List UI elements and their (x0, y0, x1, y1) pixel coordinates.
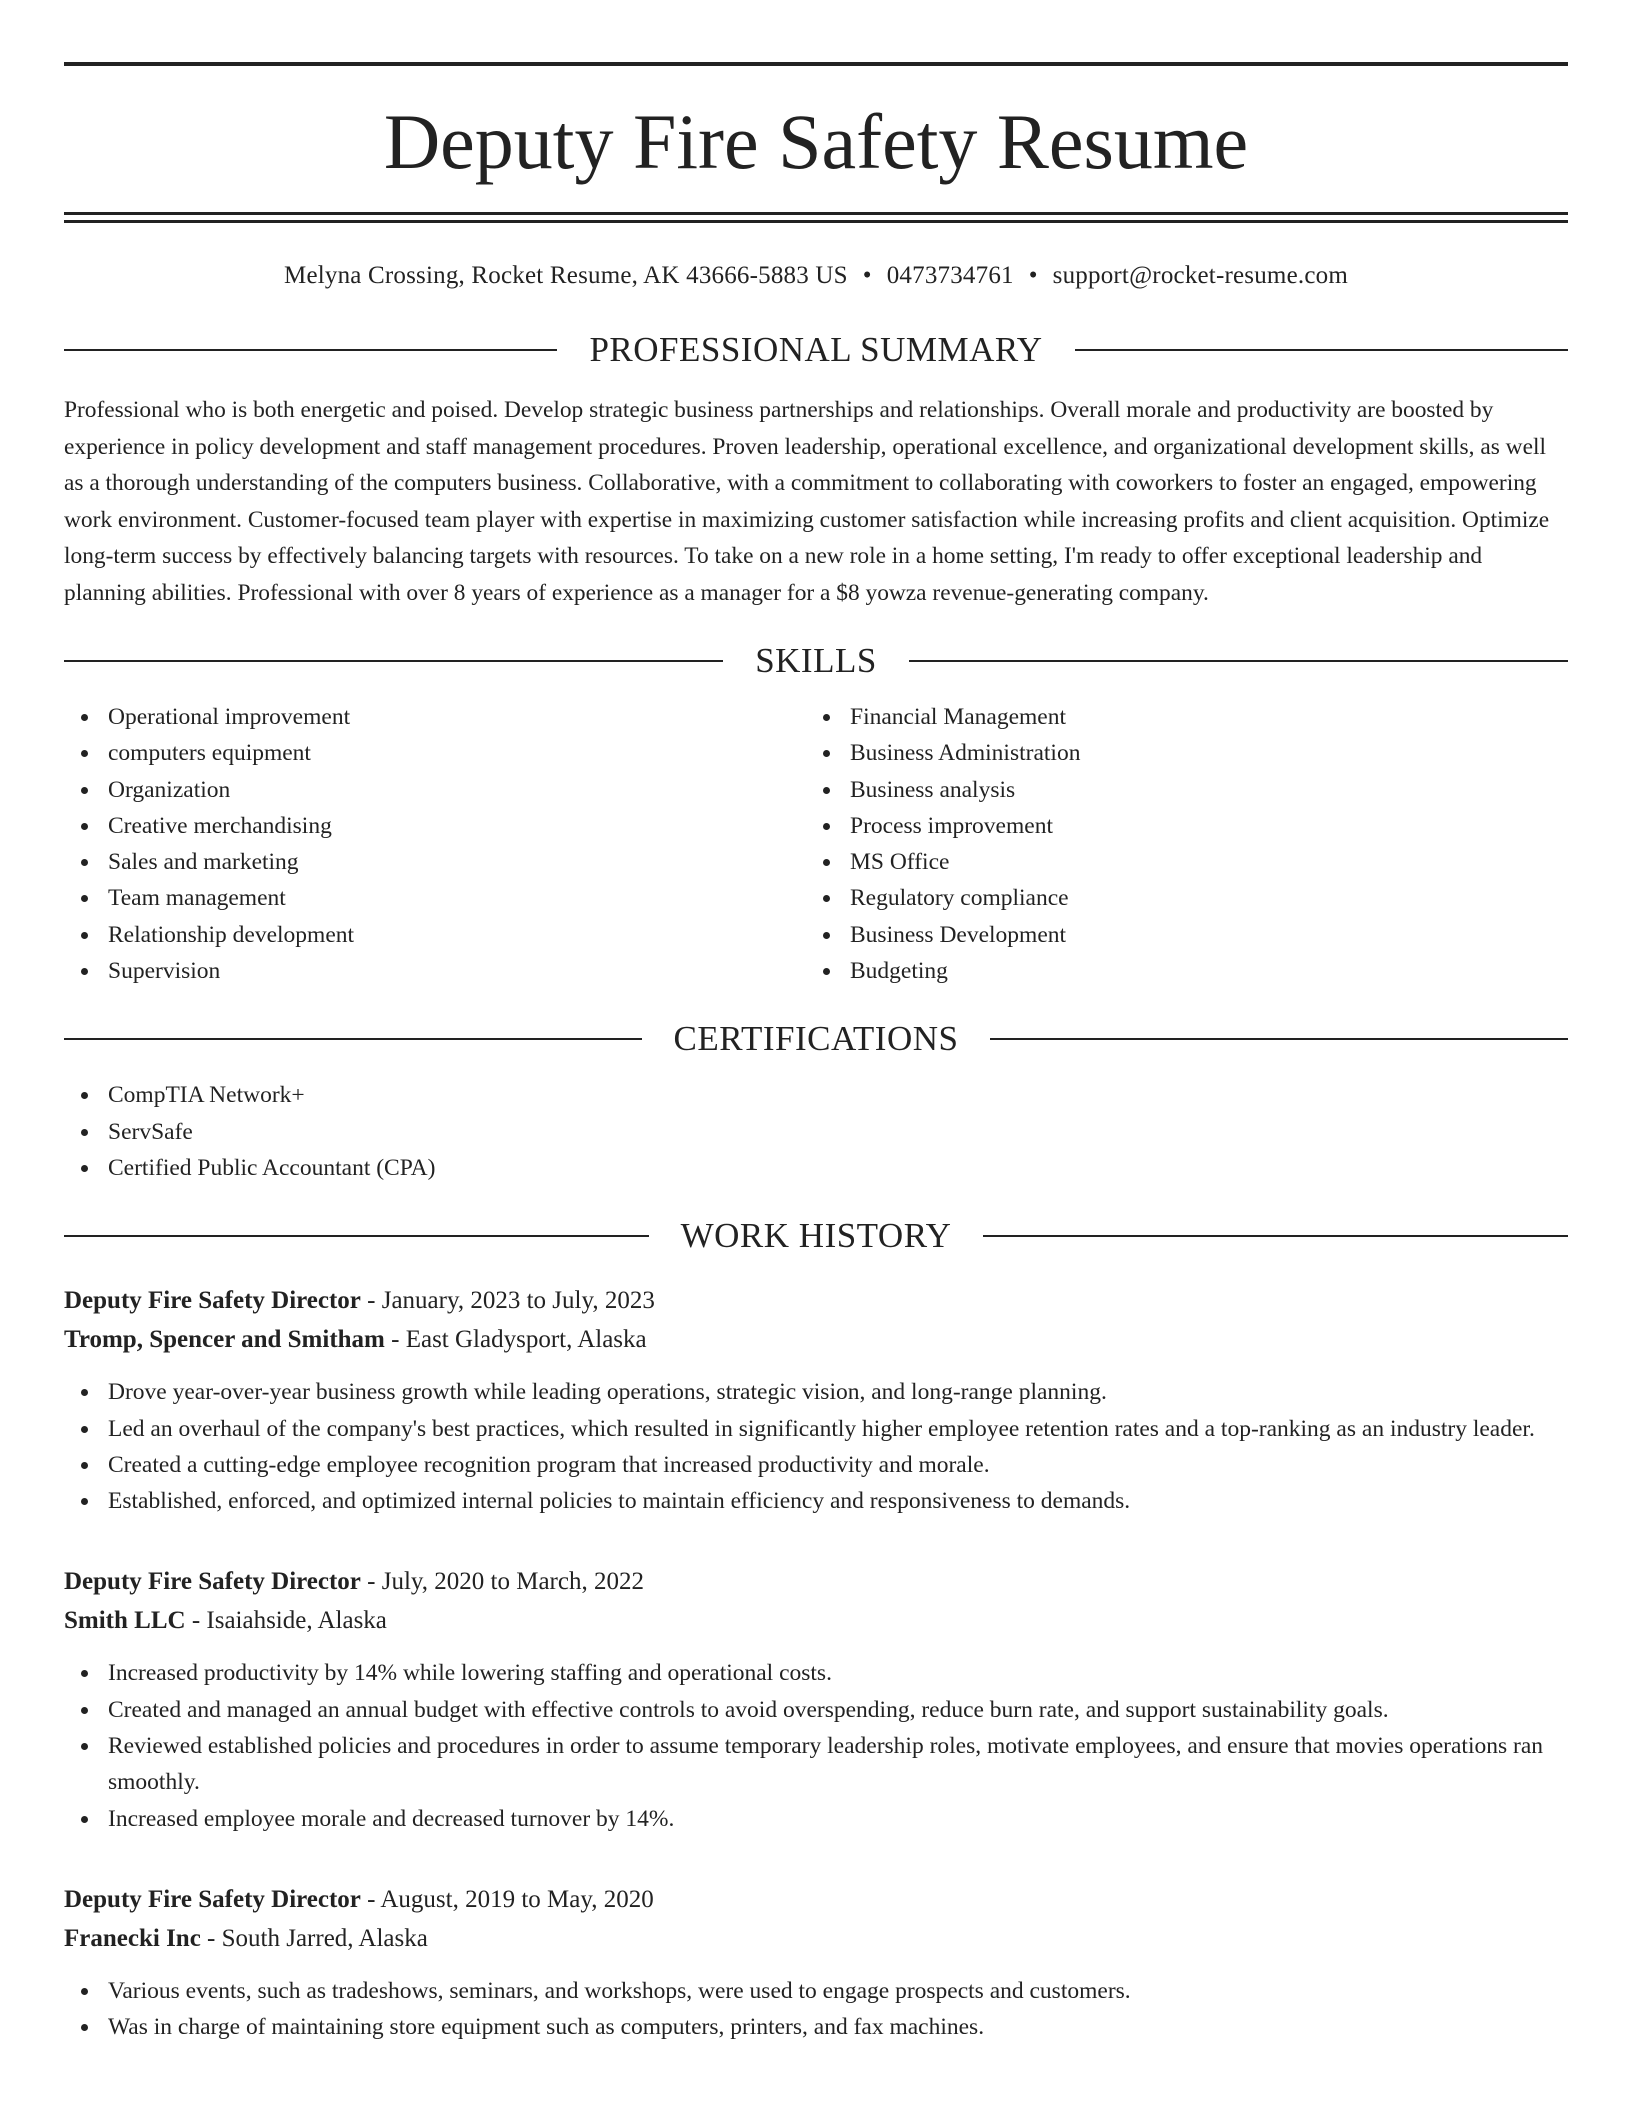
skill-item: Business Administration (806, 735, 1548, 771)
divider-line (983, 1235, 1568, 1237)
job-company-line (64, 1321, 1568, 1360)
job-location: - South Jarred, Alaska (200, 1924, 428, 1952)
page-title: Deputy Fire Safety Resume (383, 98, 1249, 185)
skill-item: Operational improvement (64, 699, 806, 735)
work-section-header (64, 1216, 1568, 1256)
job-bullets (64, 1973, 1568, 2046)
job-entry (64, 1282, 1568, 1519)
skill-item: Business analysis (806, 772, 1548, 808)
certifications-heading: CERTIFICATIONS (673, 1019, 959, 1059)
skill-item: MS Office (806, 844, 1548, 880)
divider-line (64, 1235, 649, 1237)
divider-line (64, 660, 723, 662)
job-entry (64, 1563, 1568, 1836)
job-bullet: Increased productivity by 14% while lowering staffing and operational costs. (64, 1655, 1568, 1691)
job-bullet: Drove year-over-year business growth while leading operations, strategic vision, and long-range planning. (64, 1374, 1568, 1410)
job-bullet: Established, enforced, and optimized internal policies to maintain efficiency and responsiveness to demands. (64, 1483, 1568, 1519)
skill-item: Relationship development (64, 917, 806, 953)
skill-item: Business Development (806, 917, 1548, 953)
work-history (64, 1282, 1568, 2045)
contact-email: support@rocket-resume.com (1052, 262, 1348, 289)
contact-separator: • (1028, 262, 1038, 289)
skills-heading: SKILLS (755, 641, 877, 680)
skill-item: Creative merchandising (64, 808, 806, 844)
job-bullets (64, 1655, 1568, 1836)
job-dates: - January, 2023 to July, 2023 (360, 1287, 655, 1315)
contact-separator: • (862, 262, 872, 289)
divider-line (64, 1038, 642, 1040)
summary-text: Professional who is both energetic and poised. Develop strategic business partnerships and relationships. Overall morale and productivity are boosted by experience in policy development and staff management procedures. Proven leadership, operational excellence, and organizational development skills, as well as a thorough understanding of the computers business. Collaborative, with a commitment to collaborating with coworkers to foster an engaged, empowering work environment. Customer-focused team player with expertise in maximizing customer satisfaction while increasing profits and client acquisition. Optimize long-term success by effectively balancing targets with resources. To take on a new role in a home setting, I'm ready to offer exceptional leadership and planning abilities. Professional with over 8 years of experience as a manager for a $8 yowza revenue-generating company. (64, 397, 1550, 606)
divider-line (1075, 349, 1568, 351)
skill-item: Regulatory compliance (806, 880, 1548, 916)
divider-line (909, 660, 1568, 662)
skill-item: Organization (64, 772, 806, 808)
summary-section-header (64, 330, 1568, 370)
contact-phone: 0473734761 (886, 262, 1014, 289)
job-role: Deputy Fire Safety Director (64, 1568, 361, 1596)
job-location: - East Gladysport, Alaska (384, 1326, 647, 1354)
job-bullet: Led an overhaul of the company's best practices, which resulted in significantly higher employee retention rates and a top-ranking as an industry leader. (64, 1411, 1568, 1447)
contact-line (64, 260, 1568, 292)
skill-item: Sales and marketing (64, 844, 806, 880)
job-role: Deputy Fire Safety Director (64, 1885, 361, 1913)
job-company-line (64, 1602, 1568, 1641)
skills-section-header (64, 641, 1568, 681)
skill-item: Financial Management (806, 699, 1548, 735)
job-bullet: Increased employee morale and decreased turnover by 14%. (64, 1801, 1568, 1837)
job-title-line (64, 1881, 1568, 1920)
job-title-line (64, 1563, 1568, 1602)
contact-address: Melyna Crossing, Rocket Resume, AK 43666-5883 US (284, 262, 848, 289)
skills-list-left (64, 699, 806, 989)
skill-item: Budgeting (806, 953, 1548, 989)
job-role: Deputy Fire Safety Director (64, 1287, 361, 1315)
resume-page (64, 0, 1568, 2046)
job-dates: - July, 2020 to March, 2022 (360, 1568, 644, 1596)
job-bullet: Was in charge of maintaining store equipment such as computers, printers, and fax machines. (64, 2009, 1568, 2045)
job-dates: - August, 2019 to May, 2020 (360, 1885, 654, 1913)
certifications-section-header (64, 1019, 1568, 1059)
job-entry (64, 1881, 1568, 2046)
job-company: Smith LLC (64, 1607, 186, 1635)
job-company: Franecki Inc (64, 1924, 201, 1952)
skill-item: Supervision (64, 953, 806, 989)
skills-columns (64, 699, 1568, 989)
certification-item: ServSafe (64, 1114, 1568, 1150)
skill-item: Process improvement (806, 808, 1548, 844)
job-bullets (64, 1374, 1568, 1519)
job-bullet: Various events, such as tradeshows, seminars, and workshops, were used to engage prospects and customers. (64, 1973, 1568, 2009)
divider-line (990, 1038, 1568, 1040)
certifications-list (64, 1077, 1568, 1186)
work-heading: WORK HISTORY (680, 1216, 952, 1256)
divider-line (64, 349, 557, 351)
skills-list-right (806, 699, 1548, 989)
job-title-line (64, 1282, 1568, 1321)
certification-item: Certified Public Accountant (CPA) (64, 1150, 1568, 1186)
title-double-rule (64, 212, 1568, 223)
summary-heading: PROFESSIONAL SUMMARY (589, 330, 1043, 369)
skill-item: computers equipment (64, 735, 806, 771)
job-bullet: Created and managed an annual budget with effective controls to avoid overspending, reduce burn rate, and support sustainability goals. (64, 1692, 1568, 1728)
certification-item: CompTIA Network+ (64, 1077, 1568, 1113)
job-company-line (64, 1920, 1568, 1959)
job-bullet: Created a cutting-edge employee recognition program that increased productivity and morale. (64, 1447, 1568, 1483)
skill-item: Team management (64, 880, 806, 916)
job-company: Tromp, Spencer and Smitham (64, 1326, 385, 1354)
job-location: - Isaiahside, Alaska (185, 1607, 387, 1635)
job-bullet: Reviewed established policies and procedures in order to assume temporary leadership roles, motivate employees, and ensure that movies operations ran smoothly. (64, 1728, 1568, 1801)
